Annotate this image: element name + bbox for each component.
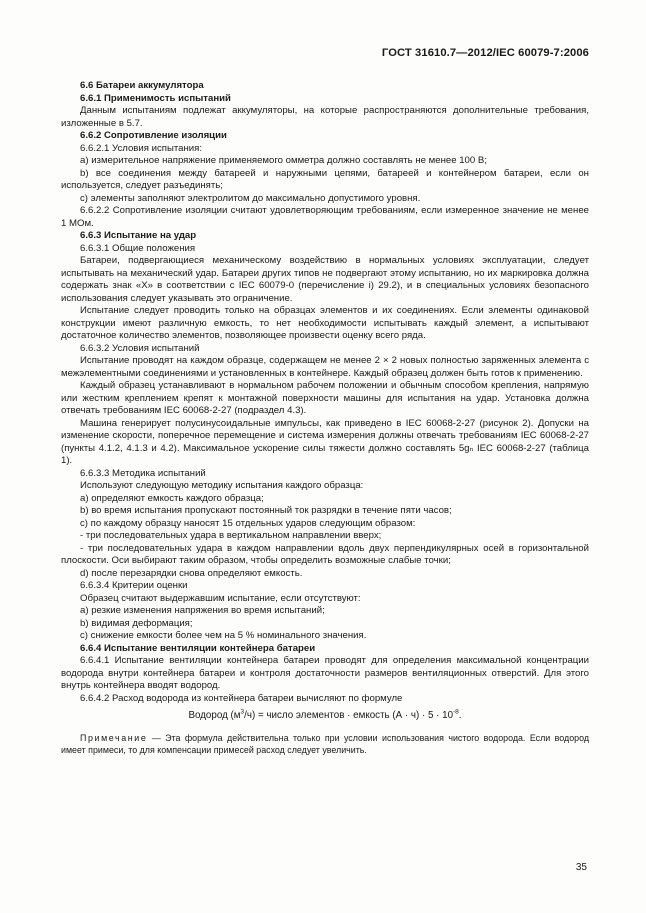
- body-paragraph: c) снижение емкости более чем на 5 % номинального значения.: [80, 630, 367, 641]
- body-paragraph: Образец считают выдержавшим испытание, если отсутствуют:: [80, 592, 361, 604]
- body-paragraph: 6.6.4.2 Расход водорода из контейнера батареи вычисляют по формуле: [80, 692, 403, 704]
- body-paragraph: Батареи, подвергающиеся механическому воздействию в нормальных условиях эксплуатации, следует испытывать на механический удар. Батареи других типов не подвергают этому испытанию, но их маркировка должна содержать знак «X» в соответствии с IEC 60079-0 (перечисление i) 29.2), и в специальных условиях безопасного использования следует указывать это ограничение.: [61, 255, 589, 304]
- document-body: [61, 80, 589, 756]
- body-paragraph: 6.6.2.1 Условия испытания:: [80, 142, 202, 154]
- standard-header: ГОСТ 31610.7—2012/IEC 60079-7:2006: [381, 47, 589, 59]
- body-paragraph: a) резкие изменения напряжения во время испытаний;: [80, 605, 325, 616]
- body-paragraph: c) элементы заполняют электролитом до максимально допустимого уровня.: [80, 192, 421, 204]
- page-number: 35: [575, 862, 587, 873]
- body-paragraph: Каждый образец устанавливают в нормальном рабочем положении и обычным способом крепления, напрямую или жестким креплением крепят к монтажной поверхности машины для испытания на удар. Установка должна отвечать требованиям IEC 60068-2-27 (подраздел 4.3).: [61, 380, 589, 416]
- note-text: — Эта формула действительна только при условии использования чистого водорода. Если водород имеет примеси, то для компенсации примесей расход следует увеличить.: [61, 732, 589, 755]
- body-paragraph: 6.6.3.4 Критерии оценки: [80, 580, 188, 591]
- body-paragraph: b) видимая деформация;: [80, 617, 193, 629]
- body-paragraph: c) по каждому образцу наносят 15 отдельных ударов следующим образом:: [80, 517, 416, 529]
- formula-part: /ч) = число элементов · емкость (А · ч) · 5 · 10: [244, 710, 454, 721]
- body-paragraph: Машина генерирует полусинусоидальные импульсы, как приведено в IEC 60068-2-27 (рисунок 2). Допуски на изменение скорости, поперечное перемещение и система измерения должны отвечать требованиям IEC 60068-2-27 (пункты 4.1.2, 4.1.3 и 4.2). Максимальное ускорение силы тяжести должно составлять 5gₙ IEC 60068-2-27 (таблица 1).: [61, 417, 589, 466]
- note-paragraph: [61, 732, 589, 756]
- section-heading: 6.6.1 Применимость испытаний: [80, 92, 231, 104]
- body-paragraph: Испытание следует проводить только на образцах элементов и их соединениях. Если элементы одинаковой конструкции имеют различную емкость, то нет необходимости испытывать каждый элемент, а испытывают достаточное количество элементов, позволяющее произвести оценку всего ряда.: [61, 305, 589, 341]
- body-paragraph: 6.6.3.2 Условия испытаний: [80, 342, 200, 354]
- body-paragraph: 6.6.4.1 Испытание вентиляции контейнера батареи проводят для определения максимальной концентрации водорода внутри контейнера батареи и контроля достаточности размеров вентиляционных отверстий. Для этого внутрь контейнера вводят водород.: [61, 655, 589, 691]
- body-paragraph: Испытание проводят на каждом образце, содержащем не менее 2 × 2 новых полностью заряженных элемента с межэлементными соединениями и установленных в контейнере. Каждый образец должен быть готов к применению.: [61, 355, 589, 379]
- section-heading: 6.6.3 Испытание на удар: [80, 230, 197, 241]
- note-label: Примечание: [80, 732, 148, 743]
- body-paragraph: 6.6.3.3 Методика испытаний: [80, 467, 206, 479]
- body-paragraph: Используют следующую методику испытания каждого образца:: [80, 480, 364, 491]
- formula-part: .: [458, 710, 462, 721]
- hydrogen-flow-formula: [61, 710, 589, 723]
- body-paragraph: Данным испытаниям подлежат аккумуляторы, на которые распространяются дополнительные требования, изложенные в 5.7.: [61, 105, 589, 129]
- body-paragraph: b) все соединения между батареей и наружными цепями, батареей и контейнером батареи, если он используется, следует разъединять;: [61, 167, 589, 191]
- document-page: [61, 0, 589, 913]
- formula-part: Водород (м: [188, 710, 241, 721]
- section-heading: 6.6 Батареи аккумулятора: [80, 80, 204, 91]
- body-paragraph: d) после перезарядки снова определяют емкость.: [80, 567, 303, 579]
- body-paragraph: a) определяют емкость каждого образца;: [80, 492, 264, 504]
- section-heading: 6.6.2 Сопротивление изоляции: [80, 130, 227, 141]
- formula-part: 3: [240, 708, 245, 716]
- body-paragraph: b) во время испытания пропускают постоянный ток разрядки в течение пяти часов;: [80, 505, 452, 516]
- body-paragraph: 6.6.2.2 Сопротивление изоляции считают удовлетворяющим требованиям, если измеренное значение не менее 1 МОм.: [61, 205, 589, 229]
- body-paragraph: - три последовательных удара в каждом направлении вдоль двух перпендикулярных осей в горизонтальной плоскости. Оси выбирают таким образом, чтобы определить возможные слабые точки;: [61, 542, 589, 566]
- formula-part: -8: [453, 708, 459, 716]
- body-paragraph: - три последовательных удара в вертикальном направлении вверх;: [80, 530, 382, 541]
- body-paragraph: 6.6.3.1 Общие положения: [80, 242, 196, 254]
- body-paragraph: а) измерительное напряжение применяемого омметра должно составлять не менее 100 В;: [80, 155, 487, 166]
- section-heading: 6.6.4 Испытание вентиляции контейнера батареи: [80, 642, 316, 654]
